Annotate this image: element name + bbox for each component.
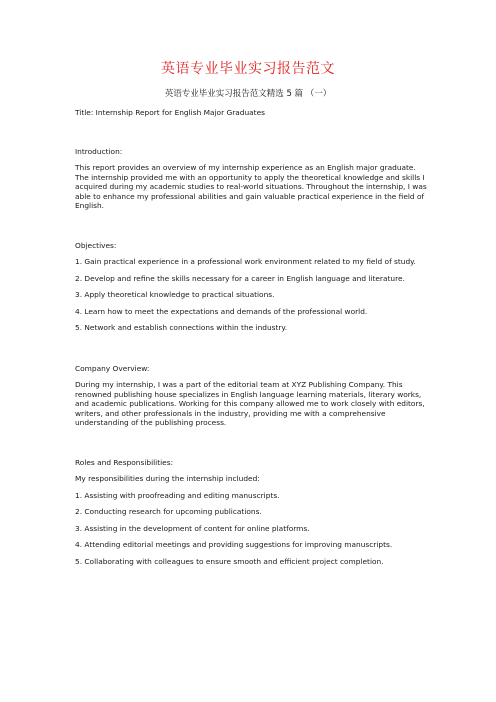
company-overview-text: During my internship, I was a part of the editorial team at XYZ Publishing Company. This renowned publishing house specializes in English language learning materials, literary works, and academic publications. Working for this company allowed me to work closely with editors, writers, and other professionals in the industry, providing me with a comprehensive understanding of the publishing process. [75,380,425,427]
introduction-heading: Introduction: [75,146,123,156]
role-item-4: 4. Attending editorial meetings and providing suggestions for improving manuscripts. [75,540,393,549]
document-subtitle: 英语专业毕业实习报告范文精选 5 篇 （一） [164,89,332,99]
document-body [75,108,431,566]
document-title: 英语专业毕业实习报告范文 [161,61,335,77]
roles-intro: My responsibilities during the internship included: [75,474,260,483]
role-item-5: 5. Collaborating with colleagues to ensure smooth and efficient project completion. [75,556,384,566]
company-overview-heading: Company Overview: [75,363,150,373]
objective-item-1: 1. Gain practical experience in a professional work environment related to my field of study. [75,257,416,266]
role-item-2: 2. Conducting research for upcoming publications. [75,507,262,516]
objective-item-4: 4. Learn how to meet the expectations and demands of the professional world. [75,306,368,316]
objectives-heading: Objectives: [75,240,117,250]
objective-item-3: 3. Apply theoretical knowledge to practical situations. [75,290,275,299]
objective-item-2: 2. Develop and refine the skills necessary for a career in English language and literature. [75,273,405,283]
introduction-text: This report provides an overview of my internship experience as an English major graduate. The internship provided me with an opportunity to apply the theoretical knowledge and skills I acquired during my academic studies to real-world situations. Throughout the internship, I was able to enhance my professional abilities and gain valuable practical experience in the field of English. [75,163,427,210]
role-item-3: 3. Assisting in the development of content for online platforms. [75,523,310,533]
role-item-1: 1. Assisting with proofreading and editing manuscripts. [75,490,280,500]
objective-item-5: 5. Network and establish connections within the industry. [75,323,288,332]
report-title: Title: Internship Report for English Major Graduates [75,108,265,117]
roles-heading: Roles and Responsibilities: [75,457,174,467]
